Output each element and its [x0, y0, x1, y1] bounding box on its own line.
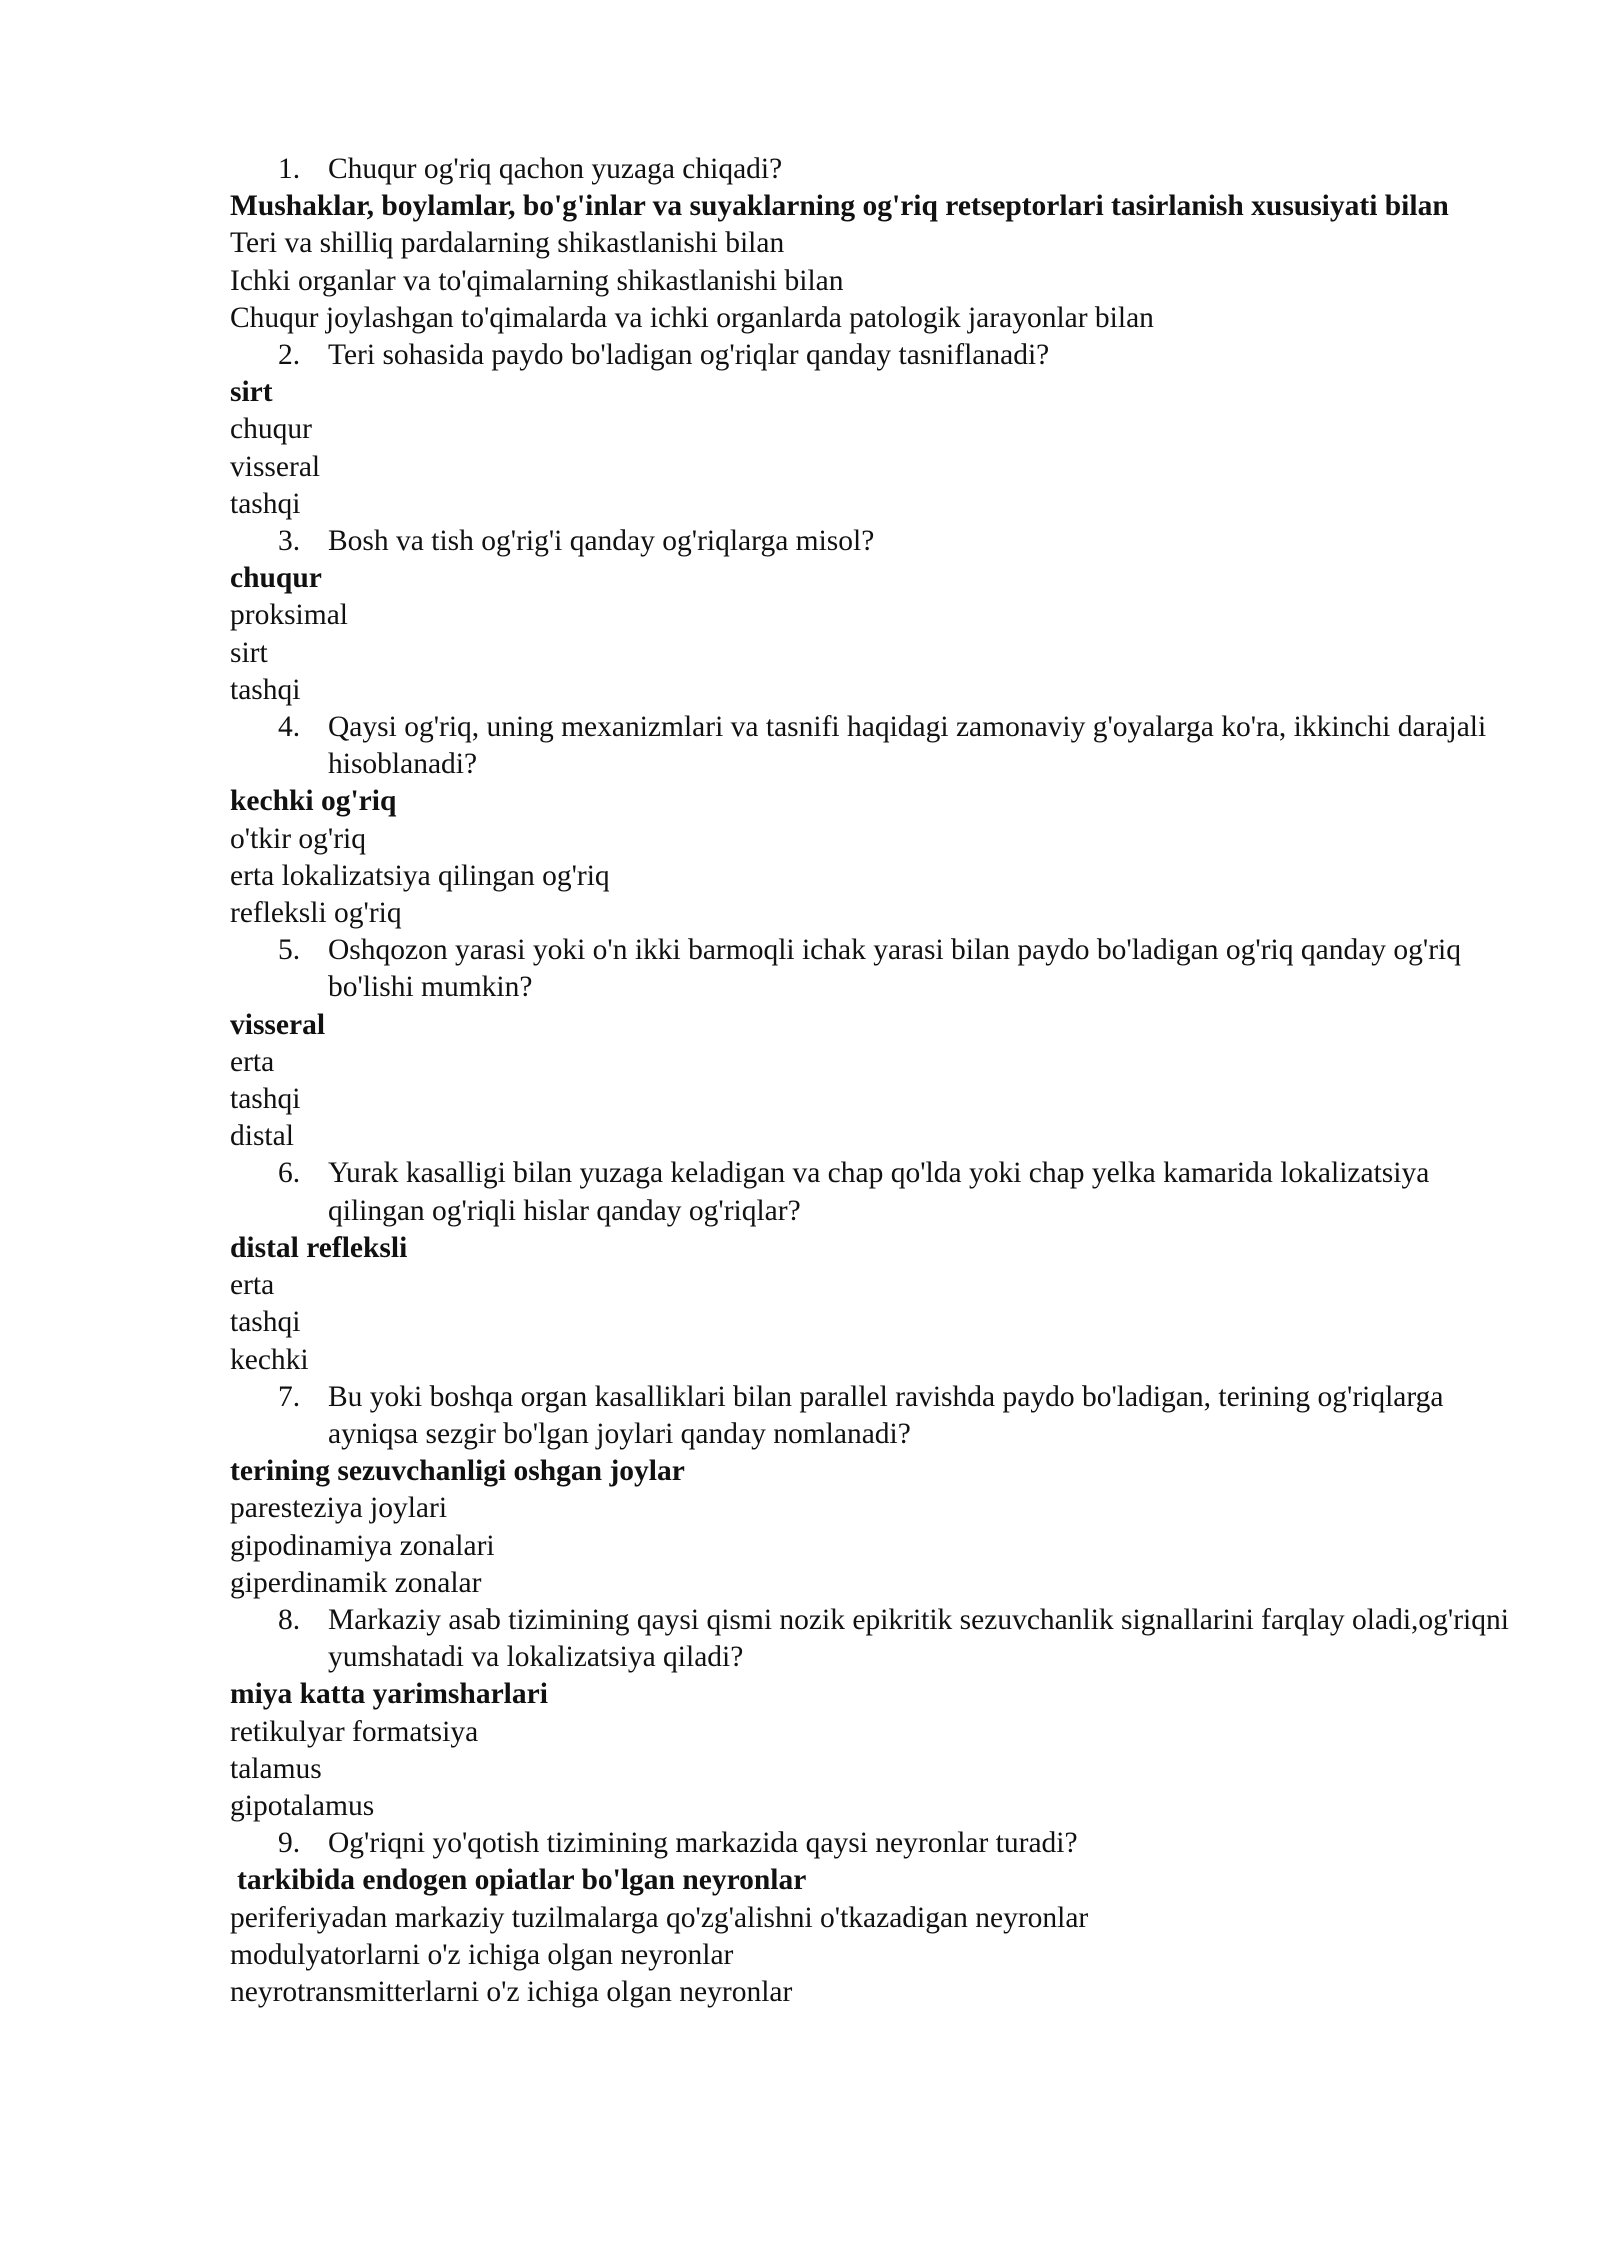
answer-option: Teri va shilliq pardalarning shikastlanishi bilan — [230, 227, 785, 260]
answer-option: gipodinamiya zonalari — [230, 1529, 495, 1562]
question-line — [230, 337, 1520, 374]
question-number: 8. — [278, 1603, 301, 1636]
question-number: 2. — [278, 339, 301, 372]
correct-answer: Mushaklar, boylamlar, bo'g'inlar va suyaklarning og'riq retseptorlari tasirlanish xususiyati bilan — [230, 190, 1449, 223]
question-line — [230, 932, 1520, 1006]
question-text: Bu yoki boshqa organ kasalliklari bilan parallel ravishda paydo bo'ladigan, terining og'riqlarga ayniqsa sezgir bo'lgan joylari qanday nomlanadi? — [328, 1380, 1444, 1450]
question-text: Yurak kasalligi bilan yuzaga keladigan va chap qo'lda yoki chap yelka kamarida lokalizatsiya qilingan og'riqli hislar qanday og'riqlar? — [328, 1157, 1430, 1227]
document-body — [230, 151, 1520, 2011]
question-line — [230, 1825, 1520, 1862]
answer-option: neyrotransmitterlarni o'z ichiga olgan neyronlar — [230, 1975, 793, 2008]
answer-option: distal — [230, 1120, 294, 1153]
question-line — [230, 1379, 1520, 1453]
question-block — [230, 337, 1520, 523]
question-block — [230, 151, 1520, 337]
answer-option: erta — [230, 1045, 275, 1078]
answer-option: Ichki organlar va to'qimalarning shikastlanishi bilan — [230, 264, 844, 297]
answer-option: Chuqur joylashgan to'qimalarda va ichki organlarda patologik jarayonlar bilan — [230, 301, 1154, 334]
question-block — [230, 1602, 1520, 1825]
question-number: 4. — [278, 711, 301, 744]
question-block — [230, 1379, 1520, 1602]
answer-option: giperdinamik zonalar — [230, 1566, 482, 1599]
question-number: 3. — [278, 525, 301, 558]
question-block — [230, 523, 1520, 709]
answer-option: erta — [230, 1269, 275, 1302]
answer-option: tashqi — [230, 487, 301, 520]
answer-option: proksimal — [230, 599, 348, 632]
answer-option: visseral — [230, 450, 321, 483]
answer-option: tashqi — [230, 673, 301, 706]
answer-option: sirt — [230, 636, 268, 669]
answer-option: kechki — [230, 1343, 309, 1376]
question-line — [230, 709, 1520, 783]
answer-option: o'tkir og'riq — [230, 822, 366, 855]
correct-answer: kechki og'riq — [230, 785, 397, 818]
question-text: Chuqur og'riq qachon yuzaga chiqadi? — [328, 153, 783, 185]
correct-answer: visseral — [230, 1008, 326, 1041]
answer-option: periferiyadan markaziy tuzilmalarga qo'zg'alishni o'tkazadigan neyronlar — [230, 1901, 1089, 1934]
correct-answer: distal refleksli — [230, 1231, 408, 1264]
answer-option: retikulyar formatsiya — [230, 1715, 479, 1748]
question-number: 9. — [278, 1827, 301, 1860]
question-line — [230, 1155, 1520, 1229]
answer-option: erta lokalizatsiya qilingan og'riq — [230, 859, 610, 892]
answer-option: chuqur — [230, 413, 312, 446]
question-block — [230, 709, 1520, 932]
question-number: 1. — [278, 153, 301, 185]
question-line — [230, 151, 1520, 188]
answer-option: modulyatorlarni o'z ichiga olgan neyronlar — [230, 1938, 734, 1971]
question-block — [230, 932, 1520, 1155]
question-block — [230, 1825, 1520, 2011]
question-number: 5. — [278, 934, 301, 967]
question-block — [230, 1155, 1520, 1378]
correct-answer: sirt — [230, 376, 273, 409]
answer-option: tashqi — [230, 1306, 301, 1339]
correct-answer: tarkibida endogen opiatlar bo'lgan neyronlar — [237, 1864, 807, 1897]
question-text: Teri sohasida paydo bo'ladigan og'riqlar qanday tasniflanadi? — [328, 339, 1050, 372]
question-number: 7. — [278, 1380, 301, 1413]
answer-option: refleksli og'riq — [230, 897, 402, 930]
question-text: Og'riqni yo'qotish tizimining markazida qaysi neyronlar turadi? — [328, 1827, 1078, 1860]
answer-option: tashqi — [230, 1083, 301, 1116]
question-line — [230, 523, 1520, 560]
question-text: Qaysi og'riq, uning mexanizmlari va tasnifi haqidagi zamonaviy g'oyalarga ko'ra, ikkinchi darajali hisoblanadi? — [328, 711, 1487, 781]
question-number: 6. — [278, 1157, 301, 1190]
correct-answer: miya katta yarimsharlari — [230, 1678, 548, 1711]
correct-answer: chuqur — [230, 562, 322, 595]
question-text: Bosh va tish og'rig'i qanday og'riqlarga misol? — [328, 525, 875, 558]
question-line — [230, 1602, 1520, 1676]
answer-option: gipotalamus — [230, 1789, 375, 1822]
answer-option: talamus — [230, 1752, 322, 1785]
question-text: Oshqozon yarasi yoki o'n ikki barmoqli ichak yarasi bilan paydo bo'ladigan og'riq qanday og'riq bo'lishi mumkin? — [328, 934, 1461, 1004]
correct-answer: terining sezuvchanligi oshgan joylar — [230, 1455, 685, 1488]
question-text: Markaziy asab tizimining qaysi qismi nozik epikritik sezuvchanlik signallarini farqlay oladi,og'riqni yumshatadi va lokalizatsiya qiladi? — [328, 1603, 1509, 1674]
answer-option: paresteziya joylari — [230, 1492, 448, 1525]
